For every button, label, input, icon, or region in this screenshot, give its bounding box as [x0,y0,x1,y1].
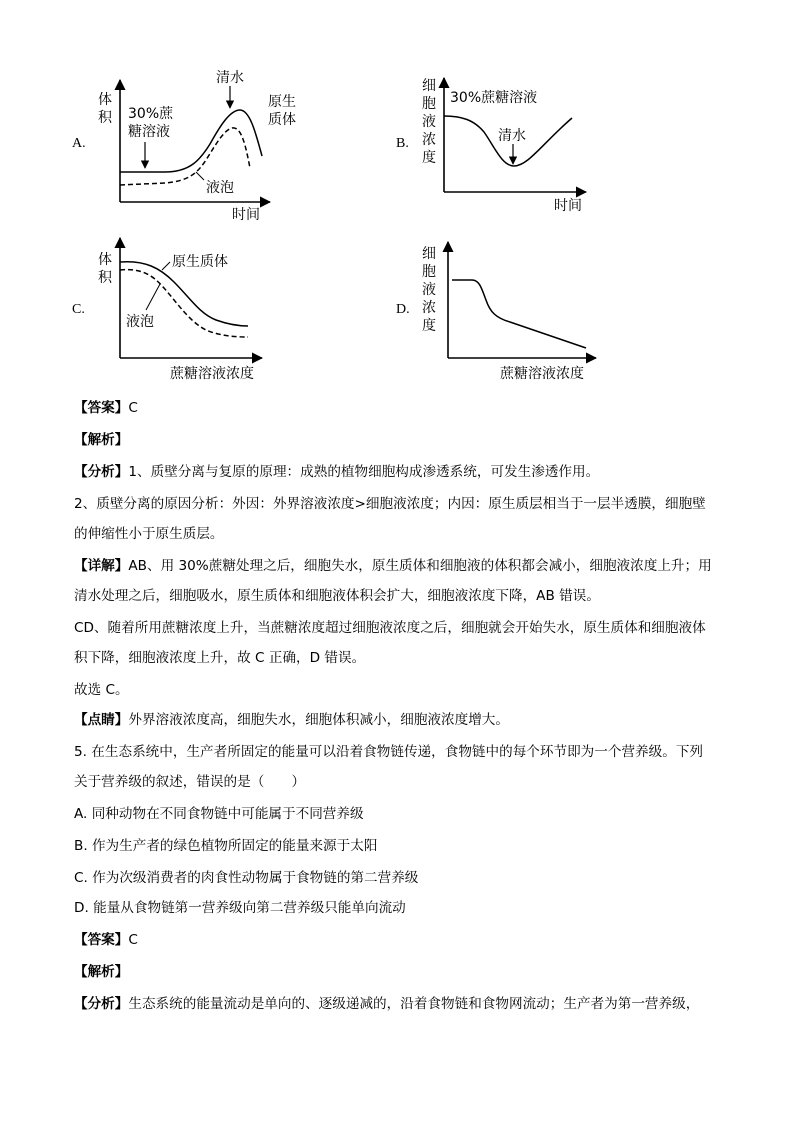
q4-fenxi-2a: 2、质壁分离的原因分析：外因：外界溶液浓度>细胞液浓度；内因：原生质层相当于一层半透膜，细胞壁 [74,496,706,512]
y-label-2: 胞 [422,96,436,112]
y-label-3: 液 [422,282,436,298]
x-label: 时间 [232,207,260,223]
option-c-label: C. [72,302,85,317]
figure-d [418,240,608,390]
figure-c [90,234,280,388]
answer-tag: 【答案】 [74,932,129,948]
q5-answer [74,930,138,950]
y-label-4: 浓 [422,132,436,148]
q5-analysis-tag: 【解析】 [74,964,129,980]
y-label-1: 体 [98,92,112,108]
q5-option-d: D. 能量从食物链第一营养级向第二营养级只能单向流动 [74,900,406,916]
y-label-1: 细 [422,246,436,262]
y-label-1: 体 [98,252,112,268]
protoplast-pointer [162,262,170,270]
y-label-1: 细 [422,78,436,94]
q4-fenxi-2b: 的伸缩性小于原生质层。 [74,526,224,542]
q5-option-b: B. 作为生产者的绿色植物所固定的能量来源于太阳 [74,838,378,854]
detail-tag: 【详解】 [74,558,129,574]
q4-detail-1b: 清水处理之后，细胞吸水，原生质体和细胞液体积会扩大，细胞液浓度下降，AB 错误。 [74,588,600,604]
q5-option-c: C. 作为次级消费者的肉食性动物属于食物链的第二营养级 [74,870,419,886]
x-label: 蔗糖溶液浓度 [170,366,254,382]
y-label-5: 度 [422,150,436,166]
answer-value: C [128,400,138,416]
q5-fenxi [74,994,699,1014]
comment-tag: 【点睛】 [74,712,129,728]
option-a-label: A. [72,136,86,151]
q4-answer [74,398,138,418]
fenxi-tag: 【分析】 [74,464,129,480]
q4-fenxi-1 [74,462,599,482]
annot-water: 清水 [216,70,244,86]
annot-sucrose-2: 糖溶液 [128,124,170,140]
annot-protoplast-1: 原生 [268,94,296,110]
y-label-5: 度 [422,318,436,334]
q4-detail-1a [74,556,712,576]
y-label-3: 液 [422,114,436,130]
figure-b [418,70,598,222]
vacuole-pointer [196,172,204,180]
figure-a [90,64,300,228]
answer-tag: 【答案】 [74,400,129,416]
q4-detail-2a: CD、随着所用蔗糖浓度上升，当蔗糖浓度超过细胞液浓度之后，细胞就会开始失水，原生质体和细胞液体 [74,620,706,636]
fenxi-tag: 【分析】 [74,996,129,1012]
y-label-2: 积 [98,270,112,286]
annot-protoplast: 原生质体 [172,254,228,270]
q4-analysis-tag: 【解析】 [74,432,129,448]
q5-option-a: A. 同种动物在不同食物链中可能属于不同营养级 [74,806,364,822]
option-b-label: B. [396,136,409,151]
x-label: 时间 [554,198,582,214]
q4-comment [74,710,509,730]
q5-stem-1: 5. 在生态系统中，生产者所固定的能量可以沿着食物链传递，食物链中的每个环节即为一个营养级。下列 [74,744,704,760]
annot-sucrose-1: 30%蔗 [128,106,174,122]
fenxi-text: 生态系统的能量流动是单向的、逐级递减的，沿着食物链和食物网流动；生产者为第一营养级， [128,996,700,1012]
fenxi-text: 1、质壁分离与复原的原理：成熟的植物细胞构成渗透系统，可发生渗透作用。 [128,464,600,480]
annot-protoplast-2: 质体 [268,112,296,128]
answer-value: C [128,932,138,948]
q4-conclusion: 故选 C。 [74,682,129,698]
annot-water: 清水 [498,128,526,144]
option-d-label: D. [396,302,410,317]
y-label-4: 浓 [422,300,436,316]
q5-stem-2: 关于营养级的叙述，错误的是（ ） [74,774,306,790]
y-label-2: 胞 [422,264,436,280]
x-label: 蔗糖溶液浓度 [500,366,584,382]
annot-vacuole: 液泡 [206,180,234,196]
comment-text: 外界溶液浓度高，细胞失水，细胞体积减小，细胞液浓度增大。 [128,712,509,728]
annot-sucrose: 30%蔗糖溶液 [450,90,538,106]
concentration-curve [452,280,586,348]
y-label-2: 积 [98,110,112,126]
q4-detail-2b: 积下降，细胞液浓度上升，故 C 正确，D 错误。 [74,650,366,666]
detail-text: AB、用 30%蔗糖处理之后，细胞失水，原生质体和细胞液的体积都会减小，细胞液浓度上升；用 [128,558,712,574]
annot-vacuole: 液泡 [126,314,154,330]
vacuole-pointer [146,284,160,310]
